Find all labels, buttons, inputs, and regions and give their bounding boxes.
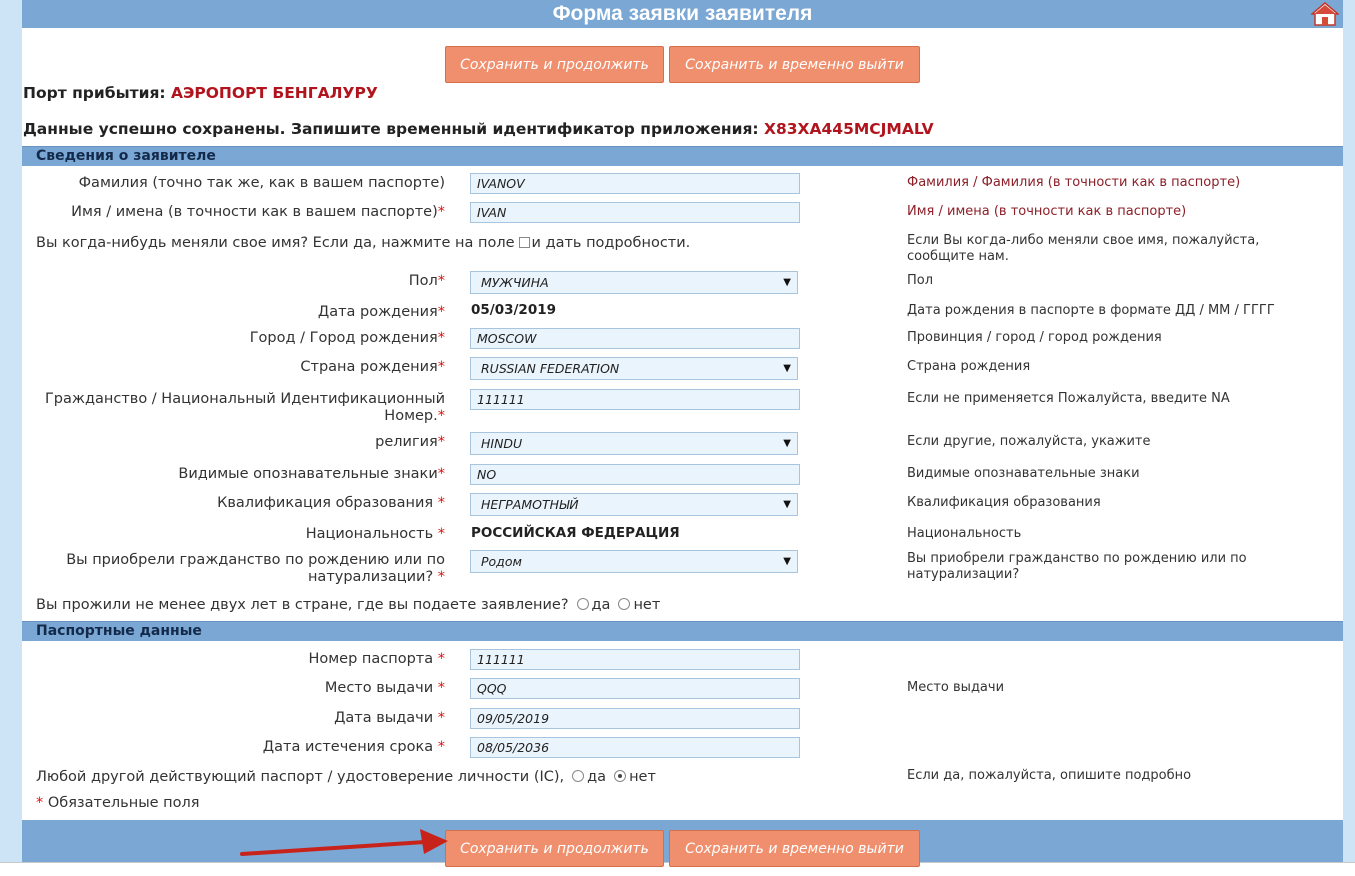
birth-city-label: Город / Город рождения* [249, 330, 445, 346]
education-label: Квалификация образования * [217, 495, 445, 511]
saved-message-label: Данные успешно сохранены. Запишите временный идентификатор приложения: [23, 120, 759, 138]
save-continue-button-top[interactable]: Сохранить и продолжить [445, 46, 664, 83]
surname-label: Фамилия (точно так же, как в вашем паспорте) [78, 175, 445, 191]
birth-country-select[interactable]: RUSSIAN FEDERATION ▼ [470, 357, 798, 380]
expiry-date-label: Дата истечения срока * [262, 739, 445, 755]
expiry-date-input[interactable]: 08/05/2036 [470, 737, 800, 758]
application-form [22, 0, 1343, 862]
nationality-label: Национальность * [305, 526, 445, 542]
given-name-input[interactable]: IVAN [470, 202, 800, 223]
surname-input[interactable]: IVANOV [470, 173, 800, 194]
national-id-label: Гражданство / Национальный Идентификационный Номер.* [44, 391, 445, 424]
dob-label: Дата рождения* [317, 304, 445, 320]
changed-name-hint: Если Вы когда-либо меняли свое имя, пожалуйста, сообщите нам. [907, 233, 1260, 264]
nationality-value: РОССИЙСКАЯ ФЕДЕРАЦИЯ [471, 525, 680, 541]
chevron-down-icon: ▼ [783, 277, 791, 288]
save-exit-button-top[interactable]: Сохранить и временно выйти [669, 46, 920, 83]
nationality-hint: Национальность [907, 526, 1022, 541]
birth-city-hint: Провинция / город / город рождения [907, 330, 1162, 345]
surname-hint: Фамилия / Фамилия (в точности как в паспорте) [907, 175, 1241, 190]
required-fields-note: * Обязательные поля [36, 795, 200, 811]
sex-label: Пол* [408, 273, 445, 289]
education-hint: Квалификация образования [907, 495, 1101, 510]
applicant-section-title: Сведения о заявителе [36, 148, 216, 164]
issue-place-hint: Место выдачи [907, 680, 1005, 695]
marks-hint: Видимые опознавательные знаки [907, 466, 1140, 481]
religion-select[interactable]: HINDU ▼ [470, 432, 798, 455]
annotation-arrow-icon [240, 826, 450, 858]
arrival-port [23, 84, 378, 102]
issue-place-label: Место выдачи * [324, 680, 445, 696]
dob-value: 05/03/2019 [471, 302, 557, 318]
sex-hint: Пол [907, 273, 934, 288]
birth-country-label: Страна рождения* [300, 359, 445, 375]
chevron-down-icon: ▼ [783, 499, 791, 510]
passport-section-title: Паспортные данные [36, 623, 202, 639]
acquired-label: Вы приобрели гражданство по рождению или по натурализации? * [66, 552, 445, 585]
arrival-port-value: АЭРОПОРТ БЕНГАЛУРУ [171, 84, 378, 102]
birth-country-hint: Страна рождения [907, 359, 1031, 374]
save-continue-button-bottom[interactable]: Сохранить и продолжить [445, 830, 664, 867]
sex-select[interactable]: МУЖЧИНА ▼ [470, 271, 798, 294]
acquired-select[interactable]: Родом ▼ [470, 550, 798, 573]
changed-name-question: Вы когда-нибудь меняли свое имя? Если да, нажмите на поле и дать подробности. [36, 235, 691, 251]
save-exit-button-bottom[interactable]: Сохранить и временно выйти [669, 830, 920, 867]
saved-message [23, 120, 934, 138]
two-years-no-radio[interactable] [618, 598, 630, 610]
given-name-hint: Имя / имена (в точности как в паспорте) [907, 204, 1187, 219]
marks-label: Видимые опознавательные знаки* [178, 466, 445, 482]
home-icon[interactable] [1311, 2, 1339, 26]
temporary-id: X83XA445MCJMALV [764, 120, 934, 138]
other-passport-question: Любой другой действующий паспорт / удостоверение личности (IC), да нет [36, 769, 656, 785]
right-scrollbar-track[interactable] [1343, 0, 1355, 862]
education-select[interactable]: НЕГРАМОТНЫЙ ▼ [470, 493, 798, 516]
other-passport-hint: Если да, пожалуйста, опишите подробно [907, 768, 1192, 783]
religion-hint: Если другие, пожалуйста, укажите [907, 434, 1151, 449]
chevron-down-icon: ▼ [783, 438, 791, 449]
issue-place-input[interactable]: QQQ [470, 678, 800, 699]
national-id-input[interactable]: 111111 [470, 389, 800, 410]
birth-city-input[interactable]: MOSCOW [470, 328, 800, 349]
issue-date-label: Дата выдачи * [334, 710, 445, 726]
other-passport-yes-radio[interactable] [572, 770, 584, 782]
two-years-question: Вы прожили не менее двух лет в стране, где вы подаете заявление? да нет [36, 597, 661, 613]
marks-input[interactable]: NO [470, 464, 800, 485]
passport-number-input[interactable]: 111111 [470, 649, 800, 670]
changed-name-checkbox[interactable] [519, 237, 530, 248]
chevron-down-icon: ▼ [783, 556, 791, 567]
two-years-yes-radio[interactable] [577, 598, 589, 610]
dob-hint: Дата рождения в паспорте в формате ДД / ММ / ГГГГ [907, 303, 1275, 318]
left-margin [0, 0, 22, 862]
form-title-bar [22, 0, 1343, 28]
form-title: Форма заявки заявителя [552, 2, 813, 25]
arrival-port-label: Порт прибытия: [23, 84, 166, 102]
given-name-label: Имя / имена (в точности как в вашем паспорте)* [71, 204, 445, 220]
issue-date-input[interactable]: 09/05/2019 [470, 708, 800, 729]
passport-section-header [22, 621, 1343, 641]
applicant-section-header [22, 146, 1343, 166]
religion-label: религия* [375, 434, 445, 450]
chevron-down-icon: ▼ [783, 363, 791, 374]
acquired-hint: Вы приобрели гражданство по рождению или по натурализации? [907, 551, 1247, 582]
national-id-hint: Если не применяется Пожалуйста, введите NA [907, 391, 1230, 406]
passport-number-label: Номер паспорта * [308, 651, 445, 667]
other-passport-no-radio[interactable] [614, 770, 626, 782]
